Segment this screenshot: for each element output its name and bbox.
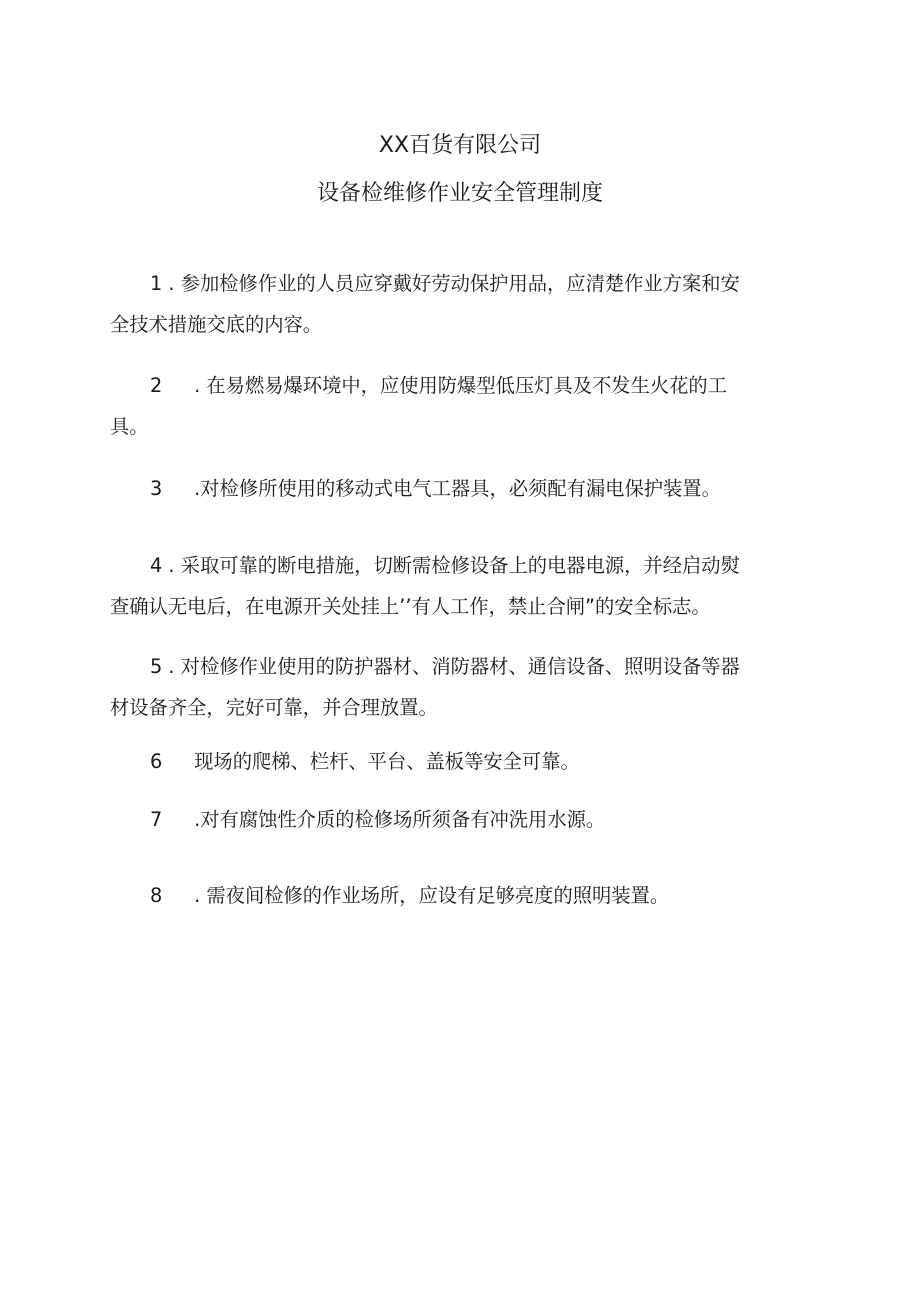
item-text-line2: 材设备齐全，完好可靠，并合理放置。 [110,696,438,719]
item-text-line1: . 需夜间检修的作业场所，应设有足够亮度的照明装置。 [194,884,670,907]
item-number: 7 [150,808,163,831]
regulation-item-3 [110,468,812,509]
item-text-line1: . 采取可靠的断电措施，切断需检修设备上的电器电源，并经启动熨 [168,554,740,577]
regulation-item-5 [110,646,812,728]
item-text-line1: . 在易燃易爆环境中，应使用防爆型低压灯具及不发生火花的工 [194,374,727,397]
regulation-item-1 [110,263,812,345]
item-number: 5 [150,655,163,678]
item-text-line1: . 对检修作业使用的防护器材、消防器材、通信设备、照明设备等器 [168,655,740,678]
item-text-line2: 具。 [110,415,149,438]
regulation-title: 设备检维修作业安全管理制度 [316,181,603,206]
item-number: 2 [150,374,163,397]
item-text-line1: .对检修所使用的移动式电气工器具，必须配有漏电保护装置。 [194,477,721,500]
item-number: 6 [150,750,163,773]
regulation-item-4 [110,545,812,627]
regulation-item-8 [110,875,812,916]
regulation-item-7 [110,799,812,840]
item-number: 1 [150,272,163,295]
item-text-line1: . 参加检修作业的人员应穿戴好劳动保护用品，应清楚作业方案和安 [168,272,740,295]
regulation-item-2 [110,365,812,447]
regulation-item-6 [110,741,812,782]
item-number: 8 [150,884,163,907]
item-text-line2: 查确认无电后，在电源开关处挂上’’有人工作，禁止合闸”的安全标志。 [110,595,711,618]
item-text-line1: .对有腐蚀性介质的检修场所须备有冲洗用水源。 [194,808,606,831]
company-title: XX百货有限公司 [378,133,542,158]
item-text-line1: 现场的爬梯、栏杆、平台、盖板等安全可靠。 [194,750,580,773]
item-number: 3 [150,477,163,500]
item-number: 4 [150,554,163,577]
item-text-line2: 全技术措施交底的内容。 [110,313,323,336]
